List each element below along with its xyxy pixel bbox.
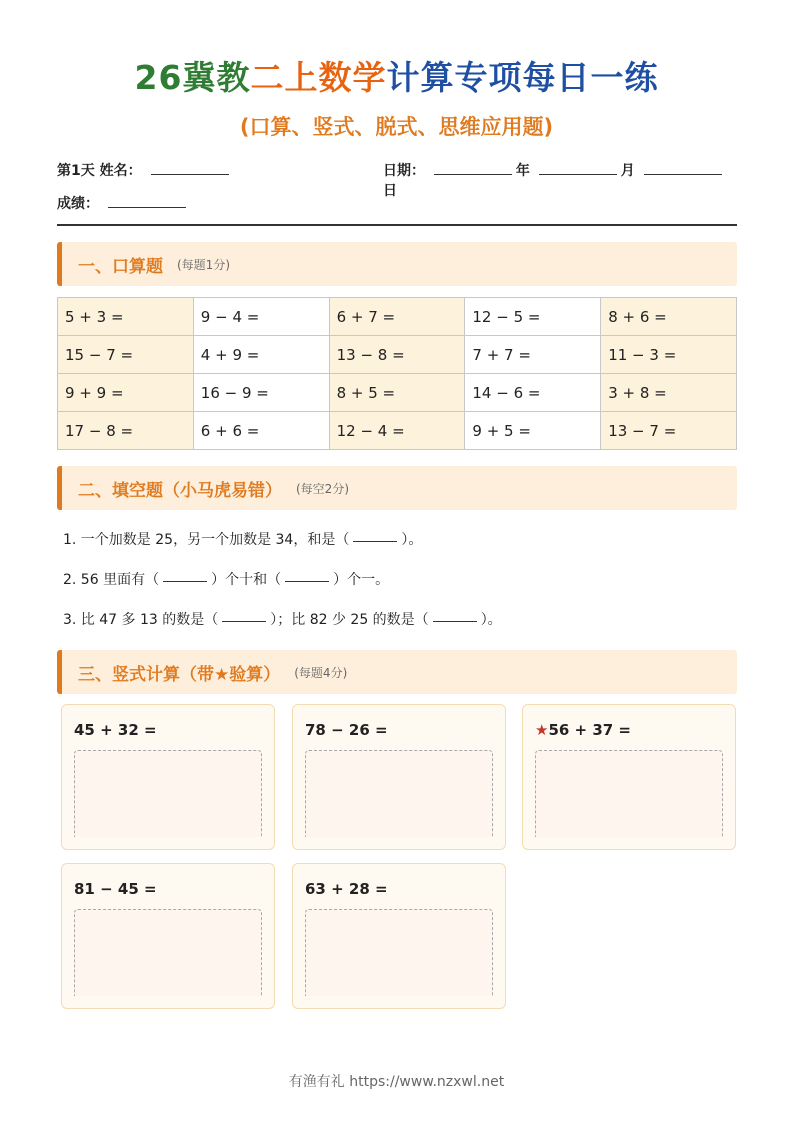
section-vertical-calc-header bbox=[57, 650, 737, 694]
work-area[interactable] bbox=[305, 750, 493, 837]
answer-blank[interactable] bbox=[163, 580, 207, 582]
page-title bbox=[0, 52, 793, 99]
expression-text: 63 + 28 = bbox=[305, 880, 388, 898]
calc-expression bbox=[535, 721, 631, 739]
table-row bbox=[58, 374, 737, 412]
score-label: 成绩： bbox=[57, 196, 99, 212]
calc-expression bbox=[74, 721, 157, 739]
score-blank[interactable] bbox=[108, 206, 186, 208]
table-cell: 6 + 6 = bbox=[193, 412, 329, 450]
table-cell: 7 + 7 = bbox=[465, 336, 601, 374]
name-label: 姓名： bbox=[99, 163, 142, 179]
table-cell: 13 − 7 = bbox=[601, 412, 737, 450]
section-title: 二、填空题（小马虎易错） bbox=[78, 480, 282, 501]
work-area[interactable] bbox=[74, 750, 262, 837]
table-cell: 8 + 6 = bbox=[601, 298, 737, 336]
table-cell: 16 − 9 = bbox=[193, 374, 329, 412]
info-row-name-date bbox=[57, 160, 737, 199]
title-part-1: 26冀教 bbox=[134, 58, 251, 97]
year-blank[interactable] bbox=[434, 173, 512, 175]
header-divider bbox=[57, 224, 737, 226]
date-label: 日期： bbox=[383, 163, 425, 179]
vertical-calc-card bbox=[292, 704, 506, 850]
question-text: ）。 bbox=[401, 532, 423, 548]
day-label: 第1天 bbox=[57, 163, 95, 179]
section-fill-in-header bbox=[57, 466, 737, 510]
calc-expression bbox=[74, 880, 157, 898]
table-cell: 8 + 5 = bbox=[329, 374, 465, 412]
table-cell: 14 − 6 = bbox=[465, 374, 601, 412]
table-cell: 5 + 3 = bbox=[58, 298, 194, 336]
year-label: 年 bbox=[515, 163, 530, 179]
table-cell: 4 + 9 = bbox=[193, 336, 329, 374]
star-icon: ★ bbox=[535, 721, 549, 739]
day-unit-label: 日 bbox=[383, 183, 397, 199]
question-text: ）；比 82 少 25 的数是（ bbox=[270, 612, 429, 628]
table-row bbox=[58, 336, 737, 374]
vertical-calc-card bbox=[522, 704, 736, 850]
calc-expression bbox=[305, 721, 388, 739]
table-cell: 9 − 4 = bbox=[193, 298, 329, 336]
section-note: (每题1分) bbox=[177, 257, 230, 272]
section-mental-math-header bbox=[57, 242, 737, 286]
section-title: 一、口算题 bbox=[78, 256, 163, 277]
section-note: (每题4分) bbox=[294, 665, 348, 680]
vertical-calc-card bbox=[292, 863, 506, 1009]
calc-expression bbox=[305, 880, 388, 898]
expression-text: 45 + 32 = bbox=[74, 721, 157, 739]
vertical-calc-card bbox=[61, 704, 275, 850]
day-blank[interactable] bbox=[644, 173, 722, 175]
question-text: 2. 56 里面有（ bbox=[63, 572, 160, 588]
table-cell: 15 − 7 = bbox=[58, 336, 194, 374]
mental-math-table bbox=[57, 297, 737, 450]
table-cell: 12 − 4 = bbox=[329, 412, 465, 450]
table-cell: 12 − 5 = bbox=[465, 298, 601, 336]
vertical-calc-card bbox=[61, 863, 275, 1009]
question-text: 3. 比 47 多 13 的数是（ bbox=[63, 612, 219, 628]
question-text: ）个十和（ bbox=[211, 572, 282, 588]
section-title: 三、竖式计算（带★验算） bbox=[78, 664, 281, 685]
table-cell: 9 + 9 = bbox=[58, 374, 194, 412]
table-cell: 6 + 7 = bbox=[329, 298, 465, 336]
question-text: ）。 bbox=[480, 612, 502, 628]
answer-blank[interactable] bbox=[433, 620, 477, 622]
expression-text: 56 + 37 = bbox=[548, 721, 632, 739]
month-label: 月 bbox=[620, 163, 635, 179]
fill-question-3 bbox=[63, 609, 502, 629]
title-part-3: 计算专项每日一练 bbox=[386, 58, 659, 97]
work-area[interactable] bbox=[535, 750, 723, 837]
question-text: 1. 一个加数是 25，另一个加数是 34，和是（ bbox=[63, 532, 350, 548]
answer-blank[interactable] bbox=[222, 620, 266, 622]
page-subtitle: (口算、竖式、脱式、思维应用题) bbox=[239, 115, 554, 139]
answer-blank[interactable] bbox=[285, 580, 329, 582]
question-text: ）个一。 bbox=[333, 572, 390, 588]
page-footer: 有渔有礼 https://www.nzxwl.net bbox=[288, 1074, 505, 1090]
fill-question-2 bbox=[63, 569, 389, 589]
table-cell: 11 − 3 = bbox=[601, 336, 737, 374]
expression-text: 81 − 45 = bbox=[74, 880, 157, 898]
answer-blank[interactable] bbox=[353, 540, 397, 542]
table-cell: 17 − 8 = bbox=[58, 412, 194, 450]
expression-text: 78 − 26 = bbox=[305, 721, 388, 739]
table-row bbox=[58, 412, 737, 450]
section-note: (每空2分) bbox=[296, 481, 349, 496]
info-row-score bbox=[57, 193, 737, 213]
fill-question-1 bbox=[63, 529, 422, 549]
table-row bbox=[58, 298, 737, 336]
name-blank[interactable] bbox=[151, 173, 229, 175]
table-cell: 9 + 5 = bbox=[465, 412, 601, 450]
title-part-2: 二上数学 bbox=[250, 58, 387, 97]
month-blank[interactable] bbox=[539, 173, 617, 175]
table-cell: 3 + 8 = bbox=[601, 374, 737, 412]
table-cell: 13 − 8 = bbox=[329, 336, 465, 374]
work-area[interactable] bbox=[305, 909, 493, 996]
work-area[interactable] bbox=[74, 909, 262, 996]
